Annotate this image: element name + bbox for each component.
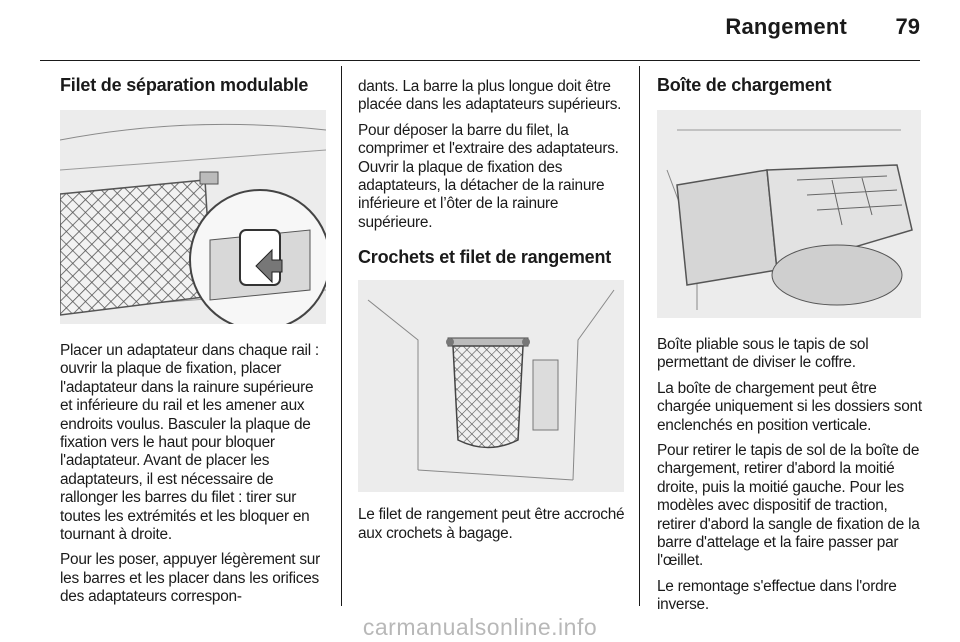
- column-divider-1: [341, 66, 342, 606]
- column-1: [60, 70, 328, 614]
- storage-net-figure: [358, 280, 624, 492]
- paragraph: Le remontage s'effectue dans l'ordre inverse.: [657, 577, 897, 614]
- paragraph: Pour retirer le tapis de sol de la boîte de chargement, retirer d'abord la moitié droite, puis la moitié gauche. Pour les modèles avec dispositif de traction, retirer d'abord la sangle de fixation de la barre d'attelage et la faire passer par l'œillet.: [657, 442, 920, 570]
- paragraph: Boîte pliable sous le tapis de sol permettant de diviser le coffre.: [657, 336, 869, 372]
- section-heading-storage-net: Crochets et filet de rangement: [358, 247, 612, 268]
- load-box-figure: [657, 110, 921, 318]
- column-2: [358, 70, 626, 550]
- paragraph: La boîte de chargement peut être chargée uniquement si les dossiers sont enclenchés en position verticale.: [657, 379, 922, 434]
- paragraph: Pour les poser, appuyer légèrement sur les barres et les placer dans les orifices des adaptateurs correspon-: [60, 551, 320, 606]
- watermark: carmanualsonline.info: [362, 614, 598, 640]
- section-heading-net-divider: Filet de séparation modulable: [60, 75, 309, 95]
- section-heading-load-box: Boîte de chargement: [657, 75, 832, 95]
- page-header-title: Rangement: [725, 14, 847, 39]
- paragraph: Le filet de rangement peut être accroché aux crochets à bagage.: [358, 506, 625, 542]
- paragraph: Placer un adaptateur dans chaque rail : ouvrir la plaque de fixation, placer l'adaptateur dans la rainure supérieure et inférieure du rail et les amener aux endroits voulus. Basculer la plaque de fixation vers le haut pour bloquer l'adaptateur. Avant de placer les adaptateurs, il est nécessaire de rallonger les barres du filet : tirer sur toutes les extrémités et les bloquer en tournant à droite.: [60, 342, 319, 544]
- paragraph: Pour déposer la barre du filet, la comprimer et l'extraire des adaptateurs. Ouvrir la plaque de fixation des adaptateurs, la détacher de la rainure inférieure et l’ôter de la rainure supérieure.: [358, 121, 619, 231]
- page-number: 79: [895, 14, 920, 39]
- column-divider-2: [639, 66, 640, 606]
- net-divider-figure: [60, 110, 326, 324]
- header-rule: [40, 60, 920, 61]
- paragraph: dants. La barre la plus longue doit être placée dans les adaptateurs supérieurs.: [358, 78, 622, 114]
- column-3: [657, 70, 923, 622]
